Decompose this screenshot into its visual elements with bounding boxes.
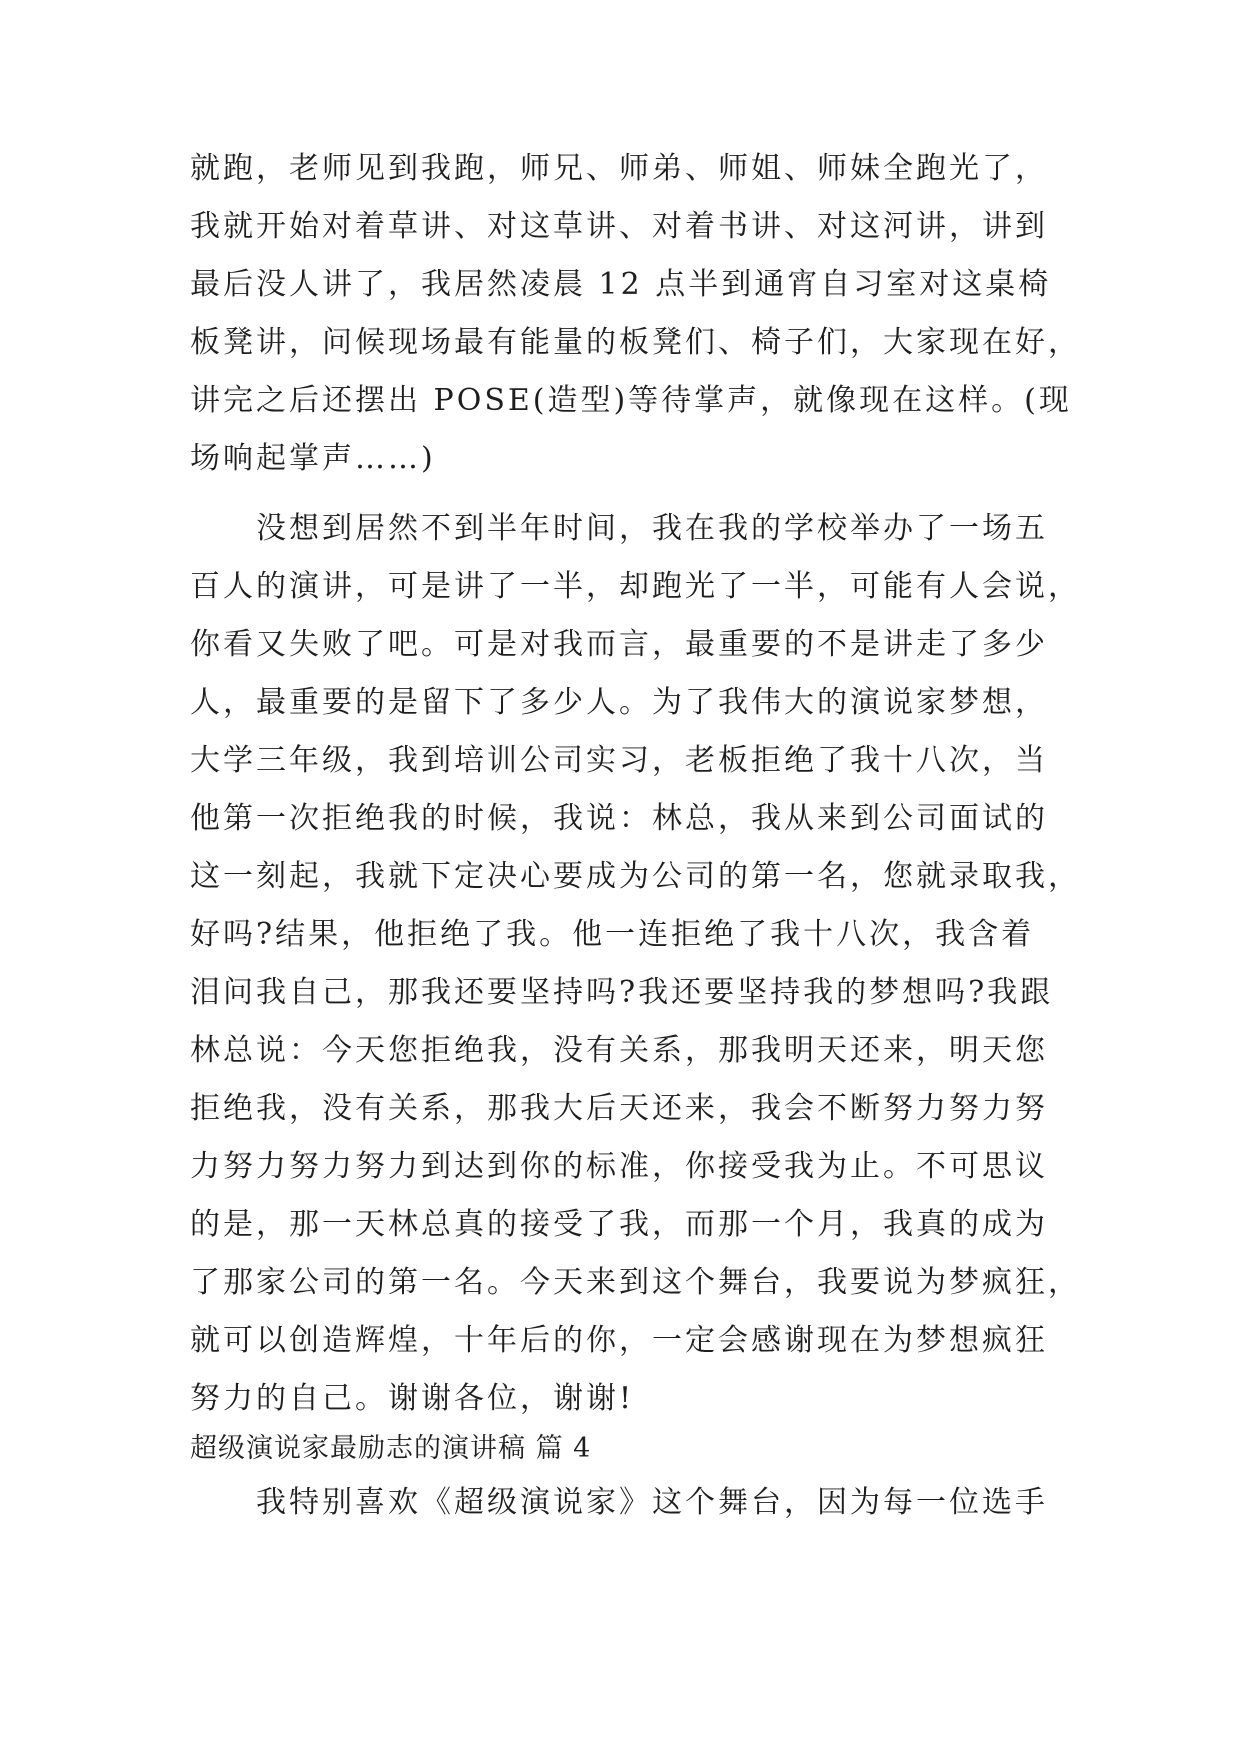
paragraph-line: 场响起掌声……) — [190, 441, 436, 476]
paragraph-line: 拒绝我，没有关系，那我大后天还来，我会不断努力努力努 — [190, 1091, 1048, 1126]
section-heading: 超级演说家最励志的演讲稿 篇 4 — [190, 1433, 592, 1464]
paragraph-line: 板凳讲，问候现场最有能量的板凳们、椅子们，大家现在好， — [190, 325, 1081, 360]
paragraph-line: 我就开始对着草讲、对这草讲、对着书讲、对这河讲，讲到 — [190, 209, 1048, 244]
paragraph-line: 人，最重要的是留下了多少人。为了我伟大的演说家梦想， — [190, 685, 1048, 720]
paragraph-line: 没想到居然不到半年时间，我在我的学校举办了一场五 — [256, 511, 1048, 546]
paragraph-closing — [190, 1474, 1070, 1532]
paragraph-line: 你看又失败了吧。可是对我而言，最重要的不是讲走了多少 — [190, 627, 1048, 662]
paragraph-line: 我特别喜欢《超级演说家》这个舞台，因为每一位选手 — [256, 1485, 1048, 1520]
paragraph-line: 力努力努力努力到达到你的标准，你接受我为止。不可思议 — [190, 1149, 1048, 1184]
paragraph-line: 这一刻起，我就下定决心要成为公司的第一名，您就录取我， — [190, 859, 1081, 894]
paragraph-line: 百人的演讲，可是讲了一半，却跑光了一半，可能有人会说， — [190, 569, 1081, 604]
paragraph-line: 就可以创造辉煌，十年后的你，一定会感谢现在为梦想疯狂 — [190, 1323, 1048, 1358]
paragraph-continuation — [190, 140, 1081, 488]
paragraph-line: 林总说：今天您拒绝我，没有关系，那我明天还来，明天您 — [190, 1033, 1048, 1068]
paragraph-line: 他第一次拒绝我的时候，我说：林总，我从来到公司面试的 — [190, 801, 1048, 836]
paragraph-line: 讲完之后还摆出 POSE(造型)等待掌声，就像现在这样。(现 — [190, 383, 1072, 418]
paragraph-line: 泪问我自己，那我还要坚持吗?我还要坚持我的梦想吗?我跟 — [190, 975, 1054, 1010]
paragraph-line: 最后没人讲了，我居然凌晨 12 点半到通宵自习室对这桌椅 — [190, 267, 1052, 302]
paragraph-line: 好吗?结果，他拒绝了我。他一连拒绝了我十八次，我含着 — [190, 917, 1035, 952]
paragraph-line: 了那家公司的第一名。今天来到这个舞台，我要说为梦疯狂， — [190, 1265, 1081, 1300]
paragraph-line: 努力的自己。谢谢各位，谢谢! — [190, 1381, 635, 1416]
paragraph-line: 就跑，老师见到我跑，师兄、师弟、师姐、师妹全跑光了， — [190, 151, 1048, 186]
paragraph-line: 的是，那一天林总真的接受了我，而那一个月，我真的成为 — [190, 1207, 1048, 1242]
paragraph-line: 大学三年级，我到培训公司实习，老板拒绝了我十八次，当 — [190, 743, 1048, 778]
paragraph-dream — [190, 500, 1081, 1428]
